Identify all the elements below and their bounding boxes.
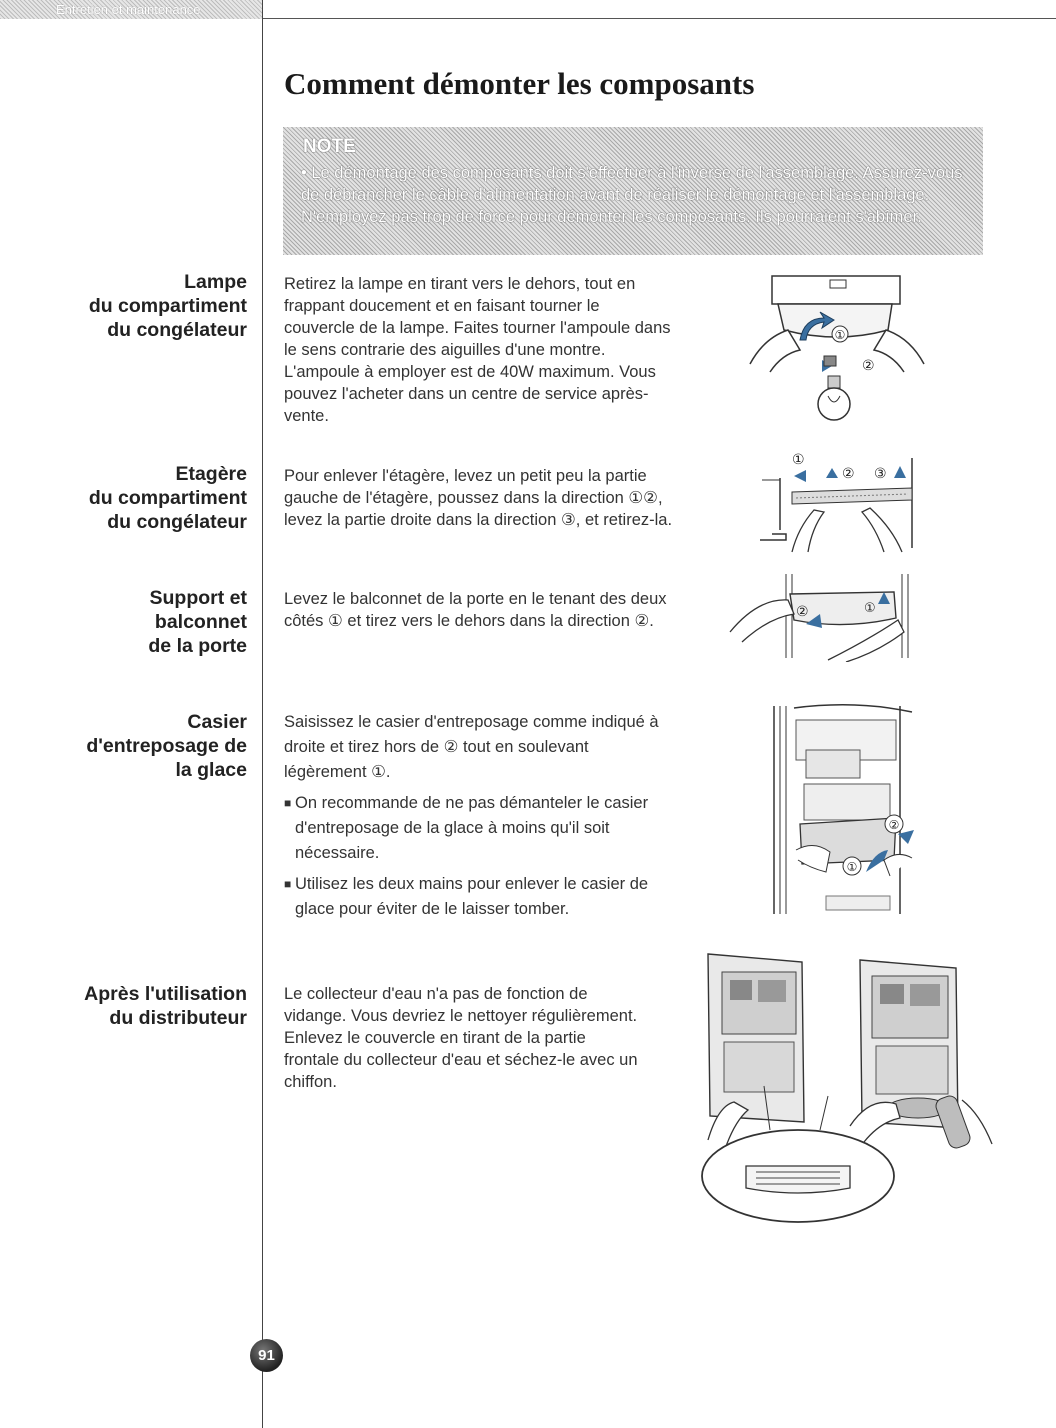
ice-bin-illustration bbox=[766, 700, 928, 920]
shelf-removal-illustration bbox=[752, 448, 922, 560]
door-bin-illustration bbox=[728, 570, 924, 662]
paragraph: Retirez la lampe en tirant vers le dehors, tout en frappant doucement et en faisant tourner le couvercle de la lampe. Faites tourner l'ampoule dans le sens contrarie des aiguilles d'une montre. L'ampoule à employer est de 40W maximum. Vous pouvez l'acheter dans un centre de service après-vente. bbox=[284, 275, 671, 425]
step-mark-1: ① bbox=[792, 451, 805, 467]
paragraph: Pour enlever l'étagère, levez un petit peu la partie gauche de l'étagère, poussez dans la direction ①②, levez la partie droite dans la direction ③, et retirez-la. bbox=[284, 467, 673, 529]
bullet-mark: ■ bbox=[284, 877, 292, 891]
label-line: du congélateur bbox=[107, 511, 247, 533]
step-mark-1: ① bbox=[846, 860, 858, 874]
label-line: Lampe bbox=[184, 271, 247, 293]
page-number-badge: 91 bbox=[250, 1339, 283, 1372]
label-line: de la porte bbox=[148, 635, 247, 657]
step-mark-2: ② bbox=[842, 465, 855, 481]
bullet-mark: ■ bbox=[284, 796, 292, 810]
lamp-removal-illustration bbox=[742, 268, 932, 434]
label-line: la glace bbox=[175, 759, 247, 781]
section-label-freezer-shelf bbox=[89, 462, 247, 534]
section-text-freezer-lamp bbox=[284, 273, 674, 427]
bullet-text: On recommande de ne pas démanteler le casier d'entreposage de la glace à moins qu'il soit nécessaire. bbox=[295, 794, 649, 862]
label-line: Support et bbox=[149, 587, 247, 609]
paragraph: Levez le balconnet de la porte en le tenant des deux côtés ① et tirez vers le dehors dans la direction ②. bbox=[284, 590, 667, 630]
section-header-tab: Entretien et maintenance bbox=[0, 0, 262, 19]
bullet-item bbox=[284, 872, 674, 922]
paragraph: Le collecteur d'eau n'a pas de fonction de vidange. Vous devriez le nettoyer régulièrement. bbox=[284, 985, 638, 1025]
bullet-text: Utilisez les deux mains pour enlever le casier de glace pour éviter de le laisser tomber. bbox=[295, 875, 649, 918]
paragraph: Enlevez le couvercle en tirant de la partie frontale du collecteur d'eau et séchez-le avec un chiffon. bbox=[284, 1029, 638, 1091]
note-box bbox=[283, 127, 983, 255]
paragraph: Saisissez le casier d'entreposage comme indiqué à droite et tirez hors de ② tout en soulevant légèrement ①. bbox=[284, 713, 659, 781]
label-line: Etagère bbox=[175, 463, 247, 485]
section-text-dispenser bbox=[284, 983, 644, 1093]
section-label-freezer-lamp bbox=[89, 270, 247, 342]
note-heading: NOTE bbox=[303, 136, 356, 157]
section-text-freezer-shelf bbox=[284, 465, 674, 531]
note-text: • Le démontage des composants doit s'effectuer à l'inverse de l'assemblage. Assurez-vous de débrancher le câble d'alimentation avant de réaliser le démontage et l'assemblage. N'employez pas trop de force pour démonter les composants. Ils pourraient s'abîmer. bbox=[301, 164, 963, 226]
label-line: du congélateur bbox=[107, 319, 247, 341]
label-line: balconnet bbox=[154, 611, 247, 633]
label-line: du compartiment bbox=[88, 487, 247, 509]
label-line: d'entreposage de bbox=[86, 735, 247, 757]
step-mark-2: ② bbox=[796, 603, 809, 619]
dispenser-tray-illustration bbox=[700, 946, 1000, 1226]
step-mark-1: ① bbox=[864, 600, 876, 615]
bullet-item bbox=[284, 791, 674, 866]
section-label-dispenser bbox=[84, 982, 247, 1030]
header-rule bbox=[262, 18, 1056, 19]
label-line: Après l'utilisation bbox=[84, 983, 247, 1005]
label-line: Casier bbox=[187, 711, 247, 733]
step-mark-3: ③ bbox=[874, 465, 887, 481]
section-text-ice-bin bbox=[284, 710, 674, 922]
label-line: du compartiment bbox=[88, 295, 247, 317]
step-mark-1: ① bbox=[834, 328, 846, 342]
section-label-ice-bin bbox=[86, 710, 247, 782]
label-line: du distributeur bbox=[109, 1007, 247, 1029]
column-divider bbox=[262, 0, 263, 1428]
step-mark-2: ② bbox=[862, 357, 875, 373]
step-mark-2: ② bbox=[888, 818, 900, 832]
page-title: Comment démonter les composants bbox=[284, 66, 755, 101]
section-text-door-bin bbox=[284, 588, 674, 632]
section-label-door-bin bbox=[148, 586, 247, 658]
